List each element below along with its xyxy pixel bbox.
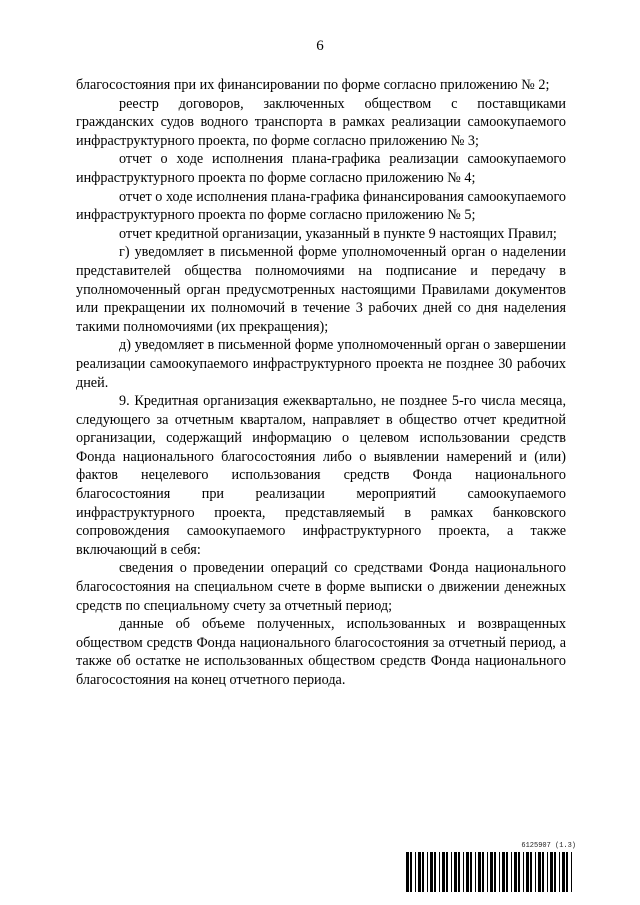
- paragraph-item-g: г) уведомляет в письменной форме уполномоченный орган о наделении представителей общества полномочиями на подписание и передачу в уполномоченный орган предусмотренных настоящими Правилами документов или прекращении их полномочий в течение 3 рабочих дней со дня наделения такими полномочиями (их прекращения);: [76, 244, 566, 335]
- barcode-bar: [463, 852, 464, 892]
- barcode-bar: [439, 852, 440, 892]
- barcode-bar: [518, 852, 520, 892]
- barcode-bar: [566, 852, 568, 892]
- barcode-bar: [406, 852, 409, 892]
- barcode-label: 6125907 (1.3): [521, 842, 576, 850]
- barcode-bar: [514, 852, 517, 892]
- barcode-bar: [523, 852, 524, 892]
- barcode-bar: [494, 852, 496, 892]
- paragraph-operations-info: сведения о проведении операций со средствами Фонда национального благосостояния на специальном счете в форме выписки о движении денежных средств по специальному счету за отчетный период;: [76, 560, 566, 614]
- barcode-bar: [535, 852, 536, 892]
- barcode-bar: [511, 852, 512, 892]
- barcode-bar: [410, 852, 412, 892]
- barcode-bar: [422, 852, 424, 892]
- barcode-bar: [506, 852, 508, 892]
- barcode-bar: [530, 852, 532, 892]
- paragraph-continuation: благосостояния при их финансировании по форме согласно приложению № 2;: [76, 77, 550, 93]
- paragraph-contracts-registry: реестр договоров, заключенных обществом с поставщиками гражданских судов водного транспорта в рамках реализации самоокупаемого инфраструктурного проекта, по форме согласно приложению № 3;: [76, 95, 566, 149]
- paragraph-clause-9: 9. Кредитная организация ежеквартально, не позднее 5-го числа месяца, следующего за отчетным кварталом, направляет в общество отчет кредитной организации, содержащий информацию о целевом использовании средств Фонда национального благосостояния либо о выявлении намерений и (или) фактов нецелевого использования средств Фонда национального благосостояния при реализации мероприятий самоокупаемого инфраструктурного проекта, представляемый в рамках банковского сопровождения самоокупаемого инфраструктурного проекта, а также включающий в себя:: [76, 393, 566, 558]
- barcode-bar: [418, 852, 421, 892]
- barcode-bar: [542, 852, 544, 892]
- barcode-bar: [559, 852, 560, 892]
- barcode-icon: [406, 852, 576, 892]
- barcode-bar: [499, 852, 500, 892]
- barcode-bar: [427, 852, 428, 892]
- barcode-bar: [415, 852, 416, 892]
- barcode-bar: [571, 852, 572, 892]
- barcode-block: [406, 842, 576, 892]
- barcode-bar: [466, 852, 469, 892]
- barcode-bar: [554, 852, 556, 892]
- barcode-bar: [482, 852, 484, 892]
- barcode-bar: [502, 852, 505, 892]
- page-number: 6: [316, 38, 324, 54]
- barcode-bar: [446, 852, 448, 892]
- barcode-bar: [470, 852, 472, 892]
- barcode-bar: [487, 852, 488, 892]
- document-body: [76, 76, 566, 690]
- paragraph-funds-data: данные об объеме полученных, использованных и возвращенных обществом средств Фонда национального благосостояния за отчетный период, а также об остатке не использованных обществом средств Фонда национального благосостояния на конец отчетного периода.: [76, 616, 566, 688]
- barcode-bar: [550, 852, 553, 892]
- barcode-bar: [526, 852, 529, 892]
- paragraph-schedule-report: отчет о ходе исполнения плана-графика реализации самоокупаемого инфраструктурного проекта по форме согласно приложению № 4;: [76, 151, 566, 186]
- barcode-bar: [475, 852, 476, 892]
- paragraph-credit-org-report: отчет кредитной организации, указанный в пункте 9 настоящих Правил;: [119, 225, 557, 242]
- barcode-bar: [430, 852, 433, 892]
- barcode-bar: [442, 852, 445, 892]
- barcode-bar: [490, 852, 493, 892]
- barcode-bar: [478, 852, 481, 892]
- barcode-bar: [451, 852, 452, 892]
- barcode-bar: [434, 852, 436, 892]
- barcode-bar: [454, 852, 457, 892]
- paragraph-financing-report: отчет о ходе исполнения плана-графика финансирования самоокупаемого инфраструктурного проекта по форме согласно приложению № 5;: [76, 188, 566, 224]
- barcode-bar: [562, 852, 565, 892]
- barcode-bar: [538, 852, 541, 892]
- paragraph-item-d: д) уведомляет в письменной форме уполномоченный орган о завершении реализации самоокупаемого инфраструктурного проекта не позднее 30 рабочих дней.: [76, 337, 566, 391]
- barcode-bar: [547, 852, 548, 892]
- barcode-bar: [458, 852, 460, 892]
